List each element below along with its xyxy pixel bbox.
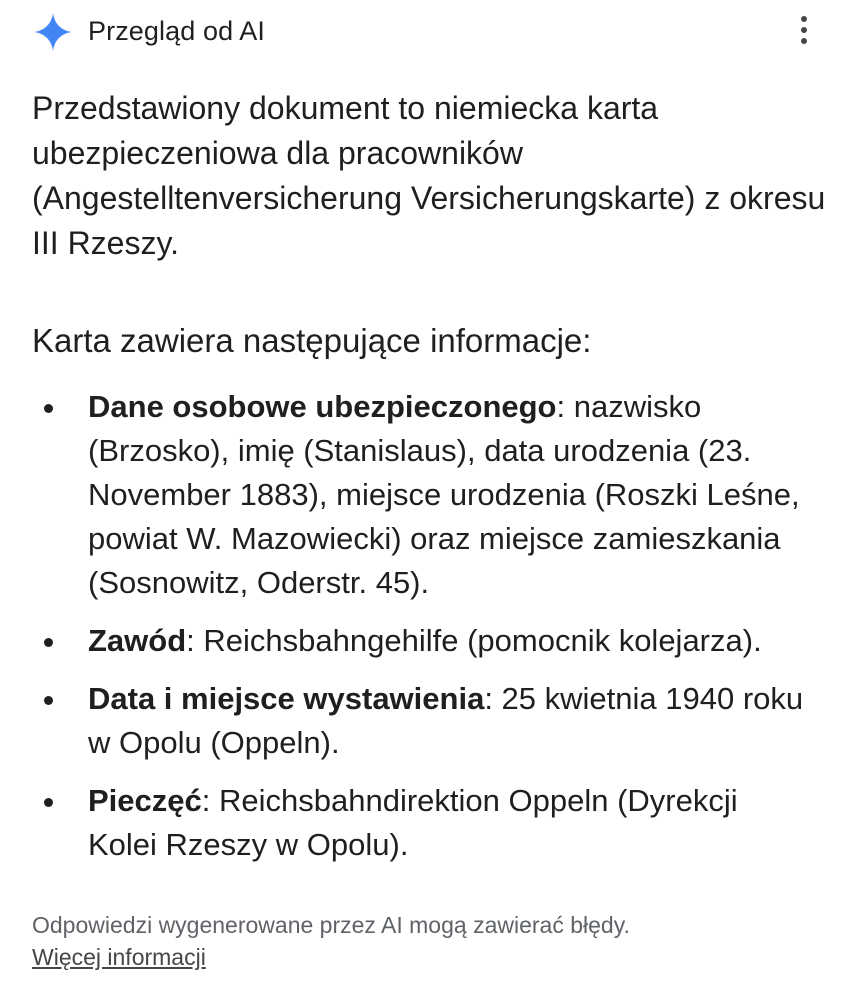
section-heading: Karta zawiera następujące informacje: [32, 322, 592, 359]
facts-list [0, 385, 855, 881]
bullet-icon [44, 798, 53, 807]
more-info-link[interactable]: Więcej informacji [32, 944, 206, 970]
fact-text: : nazwisko (Brzosko), imię (Stanislaus), data urodzenia (23. November 1883), miejsce urodzenia (Roszki Leśne, powiat W. Mazowiecki) oraz miejsce zamieszkania (Sosnowitz, Oderstr. 45). [88, 389, 800, 600]
fact-text: : Reichsbahndirektion Oppeln (Dyrekcji Kolei Rzeszy w Opolu). [88, 783, 738, 862]
bullet-icon [44, 404, 53, 413]
list-item [0, 385, 808, 605]
header-title: Przegląd od AI [88, 16, 266, 46]
fact-label: Pieczęć [88, 783, 202, 818]
list-item [0, 619, 808, 663]
list-item [0, 677, 808, 765]
fact-label: Dane osobowe ubezpieczonego [88, 389, 557, 424]
fact-text: : 25 kwietnia 1940 roku w Opolu (Oppeln). [88, 681, 804, 760]
bullet-icon [44, 696, 53, 705]
fact-label: Data i miejsce wystawienia [88, 681, 485, 716]
intro-paragraph: Przedstawiony dokument to niemiecka karta ubezpieczeniowa dla pracowników (Angestelltenversicherung Versicherungskarte) z okresu III Rzeszy. [32, 90, 826, 261]
fact-label: Zawód [88, 623, 187, 658]
fact-text: : Reichsbahngehilfe (pomocnik kolejarza). [186, 623, 762, 658]
bullet-icon [44, 638, 53, 647]
ai-disclaimer: Odpowiedzi wygenerowane przez AI mogą zawierać błędy. [32, 912, 630, 938]
sparkle-icon [33, 12, 73, 52]
list-item [0, 779, 808, 867]
more-vert-icon[interactable] [792, 16, 816, 48]
ai-overview-header [0, 0, 855, 64]
